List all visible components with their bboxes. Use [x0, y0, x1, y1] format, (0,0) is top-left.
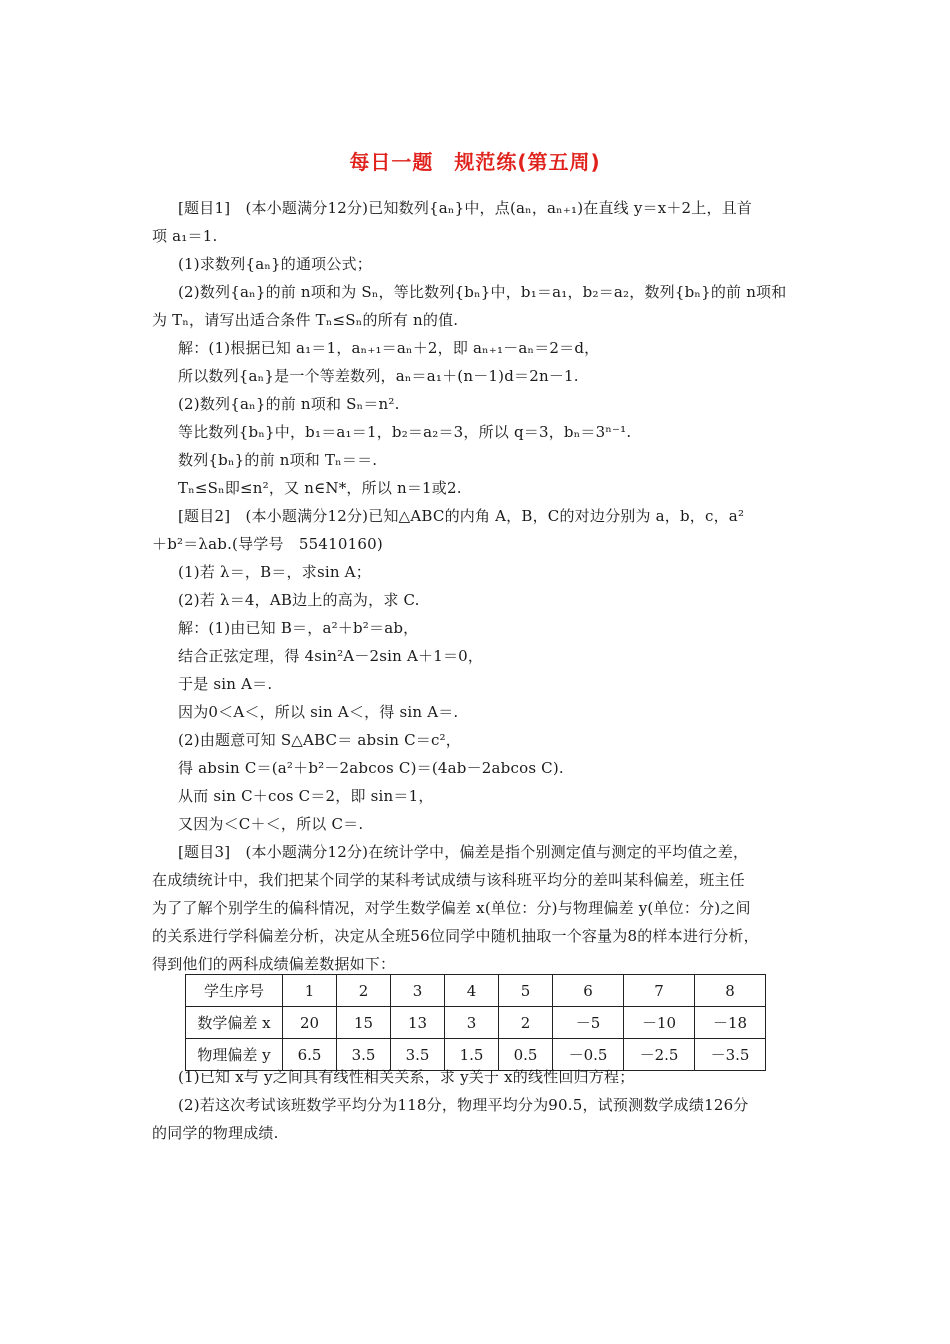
problem2-line: (1)若 λ＝，B＝，求sin A；	[178, 563, 371, 581]
problem1-line: 项 a₁＝1.	[152, 227, 218, 245]
problem3-line: 得到他们的两科成绩偏差数据如下：	[152, 955, 396, 973]
table-cell: －10	[624, 1007, 695, 1039]
table-cell: 20	[283, 1007, 337, 1039]
problem3-line: [题目3] (本小题满分12分)在统计学中，偏差是指个别测定值与测定的平均值之差，	[178, 843, 749, 861]
problem3-question: (2)若这次考试该班数学平均分为118分，物理平均分为90.5，试预测数学成绩126分	[178, 1096, 749, 1114]
problem2-line: 得 absin C＝(a²＋b²－2abcos C)＝(4ab－2abcos C).	[178, 759, 564, 777]
problem2-line: [题目2] (本小题满分12分)已知△ABC的内角 A，B，C的对边分别为 a，b，c，a²	[178, 507, 745, 525]
problem1-line: 所以数列{aₙ}是一个等差数列，aₙ＝a₁＋(n－1)d＝2n－1.	[178, 367, 579, 385]
problem2-line: ＋b²＝λab.(导学号 55410160)	[152, 535, 383, 553]
problem1-line: 数列{bₙ}的前 n项和 Tₙ＝＝.	[178, 451, 378, 469]
table-cell: 4	[445, 975, 499, 1007]
problem3-line: 为了了解个别学生的偏科情况，对学生数学偏差 x(单位：分)与物理偏差 y(单位：分)之间	[152, 899, 751, 917]
table-cell: 2	[337, 975, 391, 1007]
table-cell: 13	[391, 1007, 445, 1039]
table-cell: 5	[499, 975, 553, 1007]
page-title: 每日一题 规范练(第五周)	[349, 150, 601, 174]
table-cell: －5	[553, 1007, 624, 1039]
table-cell: 3.5	[337, 1039, 391, 1071]
problem3-line: 在成绩统计中，我们把某个同学的某科考试成绩与该科班平均分的差叫某科偏差，班主任	[152, 871, 745, 889]
table-cell: 学生序号	[186, 975, 283, 1007]
table-cell: 6.5	[283, 1039, 337, 1071]
problem2-line: 结合正弦定理，得 4sin²A－2sin A＋1＝0，	[178, 647, 484, 665]
problem2-line: 于是 sin A＝.	[178, 675, 273, 693]
table-cell: 数学偏差 x	[186, 1007, 283, 1039]
table-cell: 0.5	[499, 1039, 553, 1071]
table-cell: 1.5	[445, 1039, 499, 1071]
problem1-line: Tₙ≤Sₙ即≤n²，又 n∈N*，所以 n＝1或2.	[178, 479, 462, 497]
table-cell: 物理偏差 y	[186, 1039, 283, 1071]
table-header-row	[186, 975, 766, 1007]
problem3-question: (1)已知 x与 y之间具有线性相关关系，求 y关于 x的线性回归方程；	[178, 1068, 635, 1086]
problem3-question: 的同学的物理成绩.	[152, 1124, 279, 1142]
problem1-line: 为 Tₙ，请写出适合条件 Tₙ≤Sₙ的所有 n的值.	[152, 311, 459, 329]
problem1-line: (1)求数列{aₙ}的通项公式；	[178, 255, 372, 273]
bias-data-table	[185, 974, 766, 1071]
table-cell: 3	[391, 975, 445, 1007]
table-cell: －18	[695, 1007, 766, 1039]
table-cell: 15	[337, 1007, 391, 1039]
table-cell: －3.5	[695, 1039, 766, 1071]
table-row	[186, 1007, 766, 1039]
table-cell: 7	[624, 975, 695, 1007]
table-cell: 3	[445, 1007, 499, 1039]
table-row	[186, 1039, 766, 1071]
table-cell: 8	[695, 975, 766, 1007]
table-cell: 6	[553, 975, 624, 1007]
table-cell: 1	[283, 975, 337, 1007]
problem2-line: 因为0＜A＜，所以 sin A＜，得 sin A＝.	[178, 703, 459, 721]
problem3-line: 的关系进行学科偏差分析，决定从全班56位同学中随机抽取一个容量为8的样本进行分析，	[152, 927, 759, 945]
problem1-line: 等比数列{bₙ}中，b₁＝a₁＝1，b₂＝a₂＝3，所以 q＝3，bₙ＝3ⁿ⁻¹.	[178, 423, 632, 441]
problem2-line: 又因为＜C＋＜，所以 C＝.	[178, 815, 364, 833]
problem1-line: 解：(1)根据已知 a₁＝1，aₙ₊₁＝aₙ＋2，即 aₙ₊₁－aₙ＝2＝d，	[178, 339, 600, 357]
problem2-line: (2)若 λ＝4，AB边上的高为，求 C.	[178, 591, 420, 609]
problem2-line: 从而 sin C＋cos C＝2，即 sin＝1，	[178, 787, 434, 805]
table-cell: 2	[499, 1007, 553, 1039]
problem1-line: (2)数列{aₙ}的前 n项和为 Sₙ，等比数列{bₙ}中，b₁＝a₁，b₂＝a₂，数列{bₙ}的前 n项和	[178, 283, 787, 301]
problem1-line: (2)数列{aₙ}的前 n项和 Sₙ＝n².	[178, 395, 400, 413]
problem1-line: [题目1] (本小题满分12分)已知数列{aₙ}中，点(aₙ，aₙ₊₁)在直线 y＝x＋2上，且首	[178, 199, 753, 217]
table-cell: －2.5	[624, 1039, 695, 1071]
table-cell: 3.5	[391, 1039, 445, 1071]
problem2-line: (2)由题意可知 S△ABC＝ absin C＝c²，	[178, 731, 461, 749]
table-cell: －0.5	[553, 1039, 624, 1071]
problem2-line: 解：(1)由已知 B＝，a²＋b²＝ab，	[178, 619, 419, 637]
